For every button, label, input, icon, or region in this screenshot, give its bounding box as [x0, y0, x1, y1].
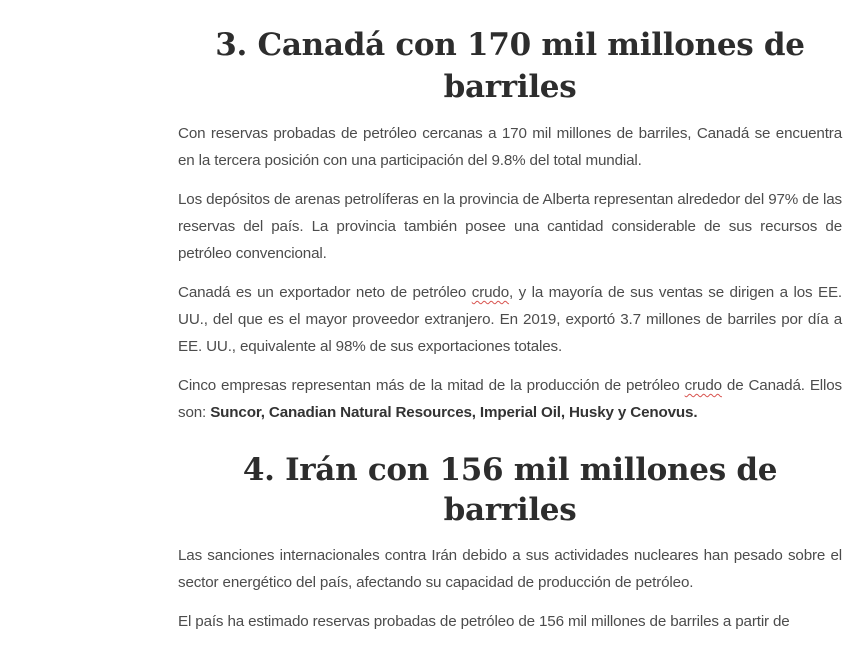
- text-span: de Canadá. Ellos son:: [178, 377, 842, 421]
- paragraph-iran-sanctions: Las sanciones internacionales contra Irán debido a sus actividades nucleares han pesado sobre el sector energético del país, afectando su capacidad de producción de petróleo.: [178, 547, 842, 591]
- section-heading-iran: 4. Irán con 156 mil millones de barriles: [242, 452, 778, 528]
- section-heading-canada: 3. Canadá con 170 mil millones de barriles: [215, 27, 805, 105]
- paragraph-canada-alberta: Los depósitos de arenas petrolíferas en la provincia de Alberta representan alrededor del 97% de las reservas del país. La provincia también posee una cantidad considerable de sus recursos de petróleo convencional.: [178, 191, 842, 262]
- paragraph-canada-companies: [178, 372, 842, 426]
- text-span: , y la mayoría de sus ventas se dirigen a los EE. UU., del que es el mayor proveedor extranjero. En 2019, exportó 3.7 millones de barriles por día a EE. UU., equivalente al 98% de sus exportaciones totales.: [178, 284, 842, 355]
- paragraph-iran-reserves: El país ha estimado reservas probadas de petróleo de 156 mil millones de barriles a partir de: [178, 613, 790, 630]
- spellcheck-word[interactable]: crudo: [471, 284, 510, 301]
- article-content: [178, 0, 842, 647]
- text-span: Canadá es un exportador neto de petróleo: [178, 284, 472, 301]
- paragraph-canada-exports: [178, 279, 842, 360]
- text-span: Cinco empresas representan más de la mitad de la producción de petróleo: [178, 377, 685, 394]
- company-list: Suncor, Canadian Natural Resources, Imperial Oil, Husky y Cenovus.: [210, 404, 698, 421]
- spellcheck-word[interactable]: crudo: [684, 377, 722, 394]
- paragraph-canada-reserves: Con reservas probadas de petróleo cercanas a 170 mil millones de barriles, Canadá se encuentra en la tercera posición con una participación del 9.8% del total mundial.: [178, 125, 842, 169]
